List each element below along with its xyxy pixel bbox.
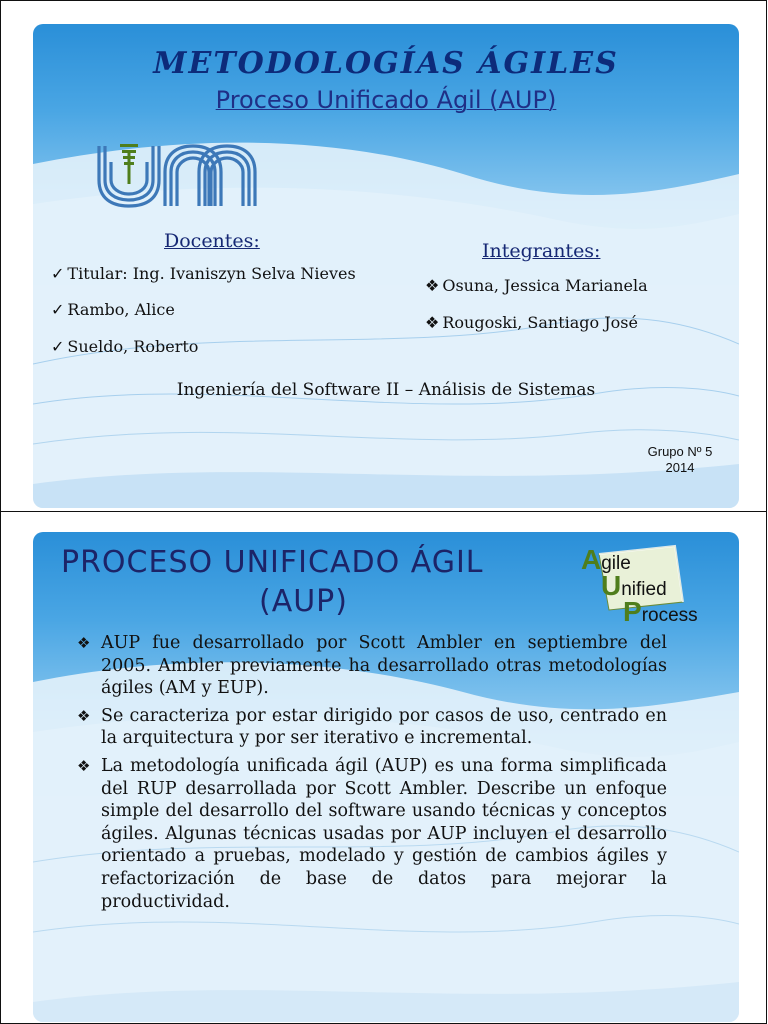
check-icon: ✓ (51, 300, 65, 319)
agile-unified-process-logo (579, 544, 721, 636)
bullet-text: La metodología unificada ágil (AUP) es una forma simplificada del RUP desarrollada por Scott Ambler. Describe un enfoque simple del desarrollo del software usando técnicas y conceptos ágiles. Algunas técnicas usadas por AUP incluyen el desarrollo orientado a pruebas, modelado y gestión de cambios ágiles y refactorización de base de datos para mejorar la productividad. (101, 755, 667, 912)
logo-word-agile: gile (601, 553, 631, 574)
title-slide (33, 24, 739, 508)
group-info (635, 444, 725, 476)
diamond-bullet-icon: ❖ (425, 276, 440, 295)
bullet-item (77, 705, 667, 750)
slide-title-line1: PROCESO UNIFICADO ÁGIL (61, 545, 484, 580)
integrante-item (425, 313, 638, 332)
page-1 (0, 0, 767, 512)
logo-letter-u: U (601, 570, 622, 601)
docente-item (51, 264, 356, 283)
year: 2014 (665, 460, 695, 475)
docente-name: Sueldo, Roberto (67, 337, 199, 356)
integrante-name: Osuna, Jessica Marianela (442, 276, 648, 295)
logo-word-unified: nified (621, 579, 667, 600)
logo-letter-a: A (581, 544, 602, 575)
integrantes-heading: Integrantes: (482, 240, 601, 262)
check-icon: ✓ (51, 264, 65, 283)
docente-item (51, 337, 198, 356)
integrante-name: Rougoski, Santiago José (442, 313, 638, 332)
slide-title-line2: (AUP) (259, 584, 348, 619)
diamond-bullet-icon: ❖ (77, 634, 91, 652)
logo-line-process (623, 596, 698, 628)
page-2 (0, 512, 767, 1024)
subtitle-text: Proceso Unificado Ágil (AUP) (215, 86, 557, 114)
docente-name: Titular: Ing. Ivaniszyn Selva Nieves (67, 264, 356, 283)
diamond-bullet-icon: ❖ (425, 313, 440, 332)
group-number: Grupo Nº 5 (647, 444, 713, 459)
docentes-heading: Docentes: (164, 230, 260, 252)
slide-subtitle (33, 86, 739, 114)
university-logo (93, 136, 263, 212)
bullet-list (77, 632, 667, 918)
diamond-bullet-icon: ❖ (77, 706, 91, 725)
logo-letter-p: P (623, 596, 642, 627)
bullet-item (77, 632, 667, 700)
bullet-text: Se caracteriza por estar dirigido por casos de uso, centrado en la arquitectura y por ser iterativo e incremental. (101, 705, 667, 749)
course-name: Ingeniería del Software II – Análisis de Sistemas (176, 380, 596, 400)
slide-title: METODOLOGÍAS ÁGILES (153, 46, 619, 81)
bullet-item (77, 755, 667, 913)
bullet-text: AUP fue desarrollado por Scott Ambler en septiembre del 2005. Ambler previamente ha desarrollado otras metodologías ágiles (AM y EUP). (101, 633, 667, 699)
content-slide (33, 532, 739, 1022)
integrante-item (425, 276, 648, 295)
docente-name: Rambo, Alice (67, 300, 175, 319)
check-icon: ✓ (51, 337, 65, 356)
docente-item (51, 300, 175, 319)
diamond-bullet-icon: ❖ (77, 756, 91, 775)
logo-word-process: rocess (641, 605, 698, 626)
